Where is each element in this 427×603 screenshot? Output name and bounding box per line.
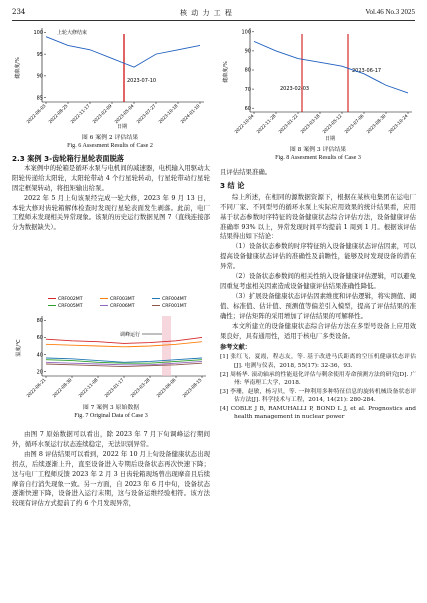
series-line-CRF002MT bbox=[46, 337, 202, 343]
fig8-annotation-1: 2023-02-03 bbox=[280, 86, 310, 92]
figure-7 bbox=[12, 292, 210, 422]
y-tick-label: 80 bbox=[36, 317, 43, 324]
reference-item: [3] 李珊，赵敏，杨习贝，等. 一种利用多种特征信息的旋转机械设备状态评估方法[J]. 科学技术与工程，2014, 14(21): 280-284. bbox=[220, 388, 416, 404]
page-number: 234 bbox=[12, 8, 26, 16]
y-tick-label: 90 bbox=[36, 73, 43, 80]
y-tick-label: 70 bbox=[244, 86, 251, 93]
fig6-xlabel: 日期 bbox=[116, 124, 128, 130]
x-tick-label: 2022-11-08 bbox=[78, 377, 100, 400]
fig6-caption-en: Fig. 6 Assesment Results of Case 2 bbox=[67, 143, 153, 149]
x-tick-label: 2022-08-25 bbox=[48, 103, 70, 126]
fig6-caption-cn: 图 6 案例 2 评估结果 bbox=[81, 135, 139, 141]
right-paragraph-2: （1）设备状态参数的时序特征纳入设备健康状态评估因素，可以提高设备健康状态评估的准确性及前瞻性，能够及时发现设备的潜在异常。 bbox=[220, 242, 416, 271]
right-paragraph-3: （2）设备状态参数间的相关性纳入设备健康评估逻辑，可以避免因重复考虑相关因素造成设备健康评估结果准确性降低。 bbox=[220, 272, 416, 290]
left-paragraph-4: 由图 8 评估结果可以看到，2022 年 10 月上旬设备健康状态出现拐点，后续逐渐上升，直至设备进入专期后设备状态再次快速下降；这与电厂工程师反馈 2023 年 2 月 3 日齿轮箱现场曾出现摩音且后续摩音自行消失现象一致。另一方面，自 2023 年 6 月中旬，设备状态逐渐快速下降，设备进入运行末期，这与设备运维经验相符。该方法较现有评估方式提前了约 6 个月发现异常， bbox=[12, 449, 210, 508]
references-title: 参考文献： bbox=[220, 344, 251, 352]
x-tick-label: 2024-01-10 bbox=[180, 103, 202, 126]
right-paragraph-1: 综上所述，在相同的源数据资源下，根据在某核电集团在运电厂不同厂家、不同型号的循环水泵上实际应用效果的统计结果看，应用基于状态参数时序特征的设备健康状态综合评估方法，设备健康评估准确率 93% 以上，异常发现时间平均提前 1 周到 1 月。根据该评估结果得出如下结论： bbox=[220, 192, 416, 241]
x-tick-label: 2023-07-27 bbox=[136, 103, 158, 126]
volume-info: Vol.46 No.3 2025 bbox=[365, 8, 415, 16]
y-tick-label: 40 bbox=[36, 352, 43, 359]
legend-label: CRF005MT bbox=[58, 304, 83, 309]
x-tick-label: 2023-01-22 bbox=[278, 113, 300, 136]
fig8-xlabel: 日期 bbox=[324, 136, 336, 142]
x-tick-label: 2023-06-06 bbox=[156, 377, 178, 400]
figure-6-chart bbox=[12, 24, 208, 130]
x-tick-label: 2023-03-18 bbox=[300, 113, 322, 136]
series-line-1 bbox=[254, 41, 408, 93]
y-tick-label: 80 bbox=[244, 67, 251, 74]
left-paragraph-3: 由图 7 原始数据可以看出，除 2023 年 7 月下旬调峰运行期间外，循环水泵运行状态连续稳定，无法识别异常。 bbox=[12, 430, 210, 448]
x-tick-label: 2023-01-17 bbox=[104, 377, 126, 400]
x-tick-label: 2023-02-09 bbox=[92, 103, 114, 126]
y-tick-label: 95 bbox=[36, 51, 43, 58]
figure-7-chart bbox=[12, 292, 210, 400]
journal-name: 核 动 力 工 程 bbox=[180, 9, 233, 17]
x-tick-label: 2022-06-03 bbox=[26, 103, 48, 126]
x-tick-label: 2022-08-30 bbox=[52, 377, 74, 400]
x-tick-label: 2023-08-30 bbox=[366, 113, 388, 136]
x-tick-label: 2023-05-04 bbox=[114, 103, 136, 126]
section-3-heading: 3 结 论 bbox=[220, 180, 245, 190]
figure-8-chart bbox=[220, 24, 416, 142]
x-tick-label: 2022-06-21 bbox=[26, 377, 48, 400]
x-tick-label: 2023-07-06 bbox=[344, 113, 366, 136]
fig8-annotation-2: 2023-06-17 bbox=[352, 68, 382, 74]
y-tick-label: 90 bbox=[244, 48, 251, 55]
y-tick-label: 60 bbox=[36, 335, 43, 342]
fig7-caption-en: Fig. 7 Original Data of Case 3 bbox=[74, 413, 148, 419]
fig6-annotation-date: 2023-07-10 bbox=[127, 78, 157, 84]
fig7-ylabel: 温度/℃ bbox=[16, 339, 22, 357]
right-paragraph-4: （3）扩展设备健康状态评估因素维度和评估逻辑，将实测值、阈值、标准值、估计值、预测值等偏差引入模型，提高了评估结果的准确性；评估矩阵的采用增加了评估结果的可解释性。 bbox=[220, 291, 416, 320]
fig8-ylabel: 健康度/% bbox=[223, 61, 229, 83]
x-tick-label: 2022-10-04 bbox=[234, 113, 256, 136]
y-tick-label: 20 bbox=[36, 369, 43, 376]
fig7-annotation: 调峰运行 bbox=[120, 332, 141, 338]
x-tick-label: 2022-11-17 bbox=[70, 103, 92, 126]
x-tick-label: 2023-03-28 bbox=[130, 377, 152, 400]
left-paragraph-2: 2022 年 5 月上旬该泵经完成一轮大修，2023 年 9 月 13 日，本轮大修对齿轮箱解体检查时发现行星轮表面发生剥落。此前，电厂工程师未发现相关异常现象。该泵的历史运行数据见图 7（直线连接部分为数据缺失）。 bbox=[12, 193, 210, 232]
legend-label: CRF001MT bbox=[162, 304, 187, 309]
legend-label: CRF002MT bbox=[58, 297, 83, 302]
x-tick-label: 2023-08-15 bbox=[182, 377, 204, 400]
reference-item: [1] 张红飞，夏霞，程志友，等. 基于改进马氏距离的空压机健康状态评估[J]. 电测与仪表，2018, 55(17): 32-36，93. bbox=[220, 354, 416, 369]
section-2-3-heading: 2.3 案例 3-齿轮箱行星轮表面脱落 bbox=[12, 154, 124, 163]
y-tick-label: 100 bbox=[33, 30, 43, 37]
figure-8 bbox=[220, 24, 416, 164]
reference-item: [2] 周杨华. 滚动轴承的性能退化评估与剩余使用寿命预测方法的研究[D]. 广州: 华南理工大学，2018. bbox=[220, 371, 416, 387]
fig6-ylabel: 健康度/% bbox=[15, 57, 21, 79]
legend-label: CRF004MT bbox=[162, 297, 187, 302]
figure-6 bbox=[12, 24, 208, 150]
fig6-annotation-upper: 上轮大修结束 bbox=[57, 30, 88, 36]
right-column bbox=[220, 168, 416, 422]
series-line-CRF003MT bbox=[46, 342, 202, 347]
y-tick-label: 85 bbox=[36, 95, 43, 102]
right-paragraph-5: 本文所建立的设备健康状态综合评估方法在多型号设备上应用效果良好，具有通用性，适用于核电厂多类设备。 bbox=[220, 321, 416, 340]
x-tick-label: 2023-10-24 bbox=[388, 113, 410, 136]
page-header bbox=[12, 8, 415, 21]
y-tick-label: 100 bbox=[241, 29, 251, 36]
legend-label: CRF006MT bbox=[110, 304, 135, 309]
series-line-1 bbox=[46, 37, 200, 67]
right-paragraph-0: 且评估结果准确。 bbox=[220, 168, 272, 176]
legend-label: CRF003MT bbox=[110, 297, 135, 302]
fig8-caption-cn: 图 8 案例 3 评估结果 bbox=[289, 147, 347, 153]
reference-item: [4] COBLE J B, RAMUHALLI P, BOND L J, et al. Prognostics and health management in nuclear power bbox=[220, 405, 416, 421]
left-column bbox=[12, 154, 210, 233]
left-paragraph-1: 本案例中的轮箱是循环水泵与电机间的减速器，电机输入用驱动太阳轮传递给太阳轮，太阳轮带动 4 个行星轮转动，行星轮带动行星轮固定框架转动，将扭矩输出给泵。 bbox=[12, 163, 210, 192]
y-tick-label: 60 bbox=[244, 105, 251, 112]
x-tick-label: 2022-11-28 bbox=[256, 113, 278, 136]
x-tick-label: 2023-10-18 bbox=[158, 103, 180, 126]
left-column-lower bbox=[12, 430, 210, 509]
fig8-caption-en: Fig. 8 Assesment Results of Case 3 bbox=[275, 155, 361, 161]
fig7-caption-cn: 图 7 案例 3 原始数据 bbox=[82, 405, 140, 411]
fig7-peak-region bbox=[162, 316, 171, 376]
x-tick-label: 2023-05-12 bbox=[322, 113, 344, 136]
